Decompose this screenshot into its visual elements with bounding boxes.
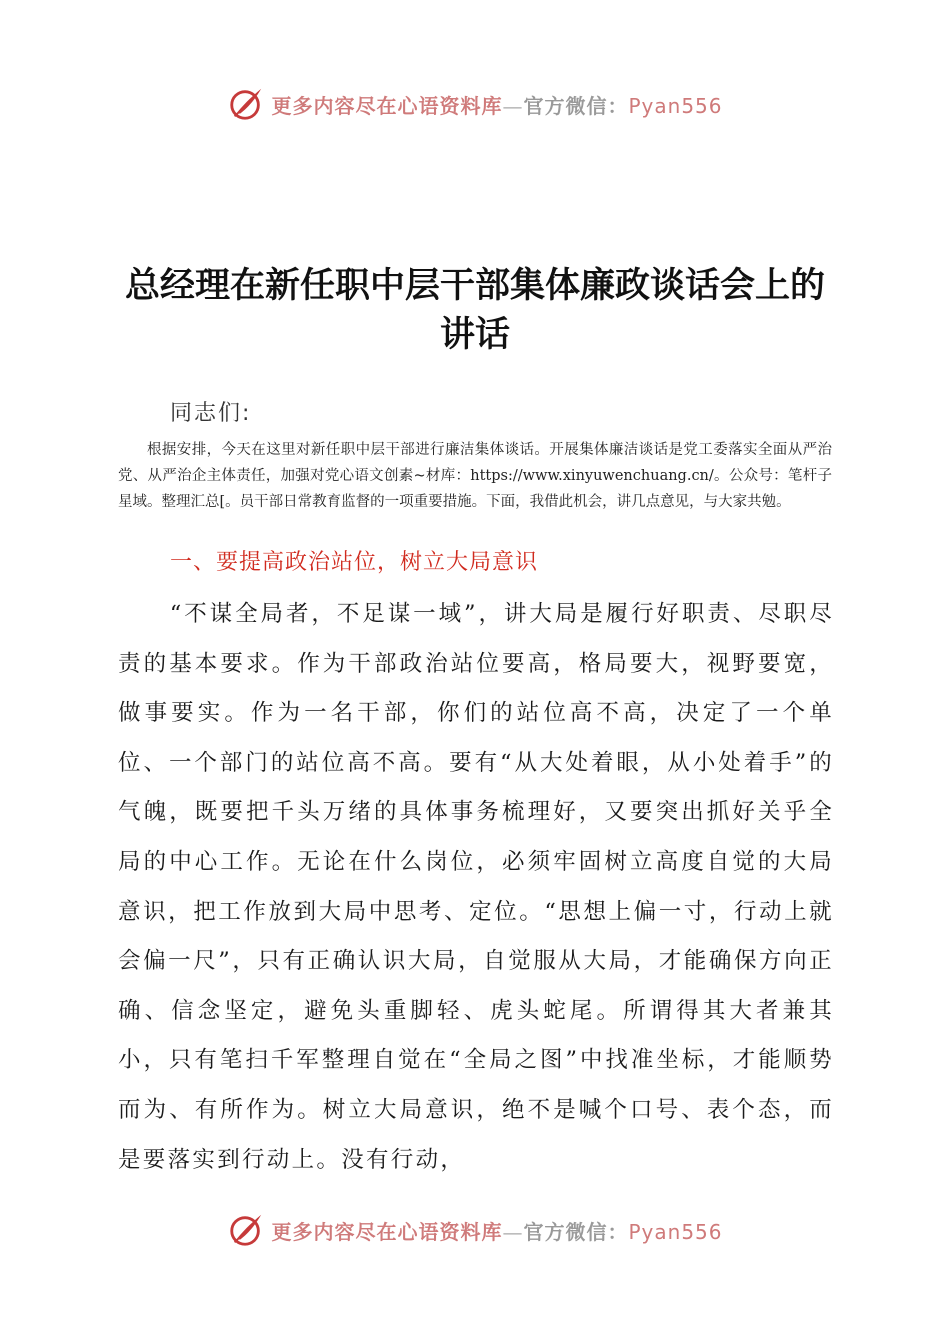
title-line-2: 讲话 — [439, 315, 510, 355]
quill-logo-icon — [227, 85, 265, 123]
banner-wechat-id: Pyan556 — [628, 93, 723, 118]
banner-site-name: 更多内容尽在心语资料库 — [271, 93, 503, 118]
banner-text — [271, 1216, 722, 1245]
banner-wechat-label: 官方微信： — [523, 93, 629, 118]
intro-paragraph: 根据安排，今天在这里对新任职中层干部进行廉洁集体谈话。开展集体廉洁谈话是党工委落实全面从严治党、从严治企主体责任，加强对党心语文创素~材库：https://www.xinyuwenchuang.cn/。公众号：笔杆子星域。整理汇总[。员干部日常教育监督的一项重要措施。下面，我借此机会，讲几点意见，与大家共勉。 — [118, 442, 832, 510]
banner-site-name: 更多内容尽在心语资料库 — [271, 1219, 503, 1244]
banner-dash: — — [502, 1219, 524, 1244]
salutation: 同志们: — [170, 401, 252, 426]
header-banner — [0, 82, 950, 126]
banner-wechat-id: Pyan556 — [628, 1219, 723, 1244]
quill-logo-icon — [227, 1211, 265, 1249]
title-line-1: 总经理在新任职中层干部集体廉政谈话会上的 — [124, 266, 825, 306]
footer-banner — [0, 1208, 950, 1252]
section-heading-1: 一、要提高政治站位，树立大局意识 — [170, 550, 539, 575]
banner-text — [271, 90, 722, 119]
document-title — [100, 262, 850, 360]
banner-dash: — — [502, 93, 524, 118]
section-1-body: “不谋全局者，不足谋一域”，讲大局是履行好职责、尽职尽责的基本要求。作为干部政治站位要高，格局要大，视野要宽，做事要实。作为一名干部，你们的站位高不高，决定了一个单位、一个部门的站位高不高。要有“从大处着眼，从小处着手”的气魄，既要把千头万绪的具体事务梳理好，又要突出抓好关乎全局的中心工作。无论在什么岗位，必须牢固树立高度自觉的大局意识，把工作放到大局中思考、定位。“思想上偏一寸，行动上就会偏一尺”，只有正确认识大局，自觉服从大局，才能确保方向正确、信念坚定，避免头重脚轻、虎头蛇尾。所谓得其大者兼其小，只有笔扫千军整理自觉在“全局之图”中找准坐标，才能顺势而为、有所作为。树立大局意识，绝不是喊个口号、表个态，而是要落实到行动上。没有行动， — [118, 601, 834, 1173]
banner-wechat-label: 官方微信： — [523, 1219, 629, 1244]
